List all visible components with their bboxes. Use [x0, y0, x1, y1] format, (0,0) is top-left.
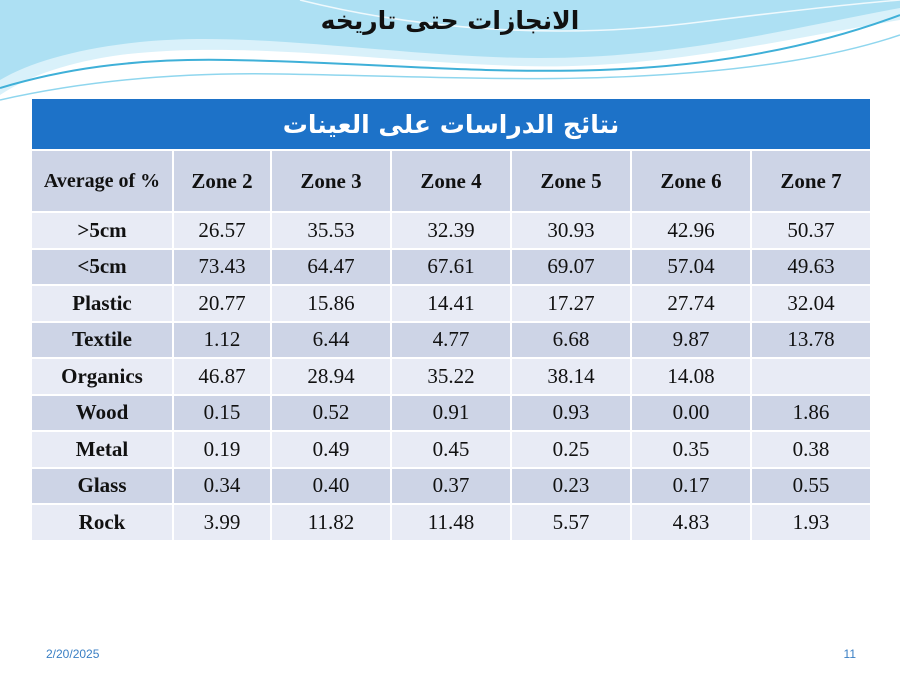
table-cell: 57.04 [631, 249, 751, 286]
table-cell: 69.07 [511, 249, 631, 286]
table-row [31, 322, 871, 359]
table-cell: 0.34 [173, 468, 271, 505]
table-cell: 35.22 [391, 358, 511, 395]
table-cell: 46.87 [173, 358, 271, 395]
table-cell: 14.41 [391, 285, 511, 322]
table-cell: 0.23 [511, 468, 631, 505]
row-label: Metal [31, 431, 173, 468]
table-cell: 0.38 [751, 431, 871, 468]
table-header-row [31, 150, 871, 212]
table-row [31, 431, 871, 468]
row-label: Glass [31, 468, 173, 505]
table-cell: 0.52 [271, 395, 391, 432]
slide-date: 2/20/2025 [46, 647, 100, 661]
table-row [31, 395, 871, 432]
table-cell: 6.44 [271, 322, 391, 359]
table-cell: 17.27 [511, 285, 631, 322]
table-cell: 73.43 [173, 249, 271, 286]
table-cell: 6.68 [511, 322, 631, 359]
table-row [31, 249, 871, 286]
table-cell: 13.78 [751, 322, 871, 359]
table-row [31, 212, 871, 249]
row-label: Plastic [31, 285, 173, 322]
table-cell: 42.96 [631, 212, 751, 249]
table-cell: 64.47 [271, 249, 391, 286]
table-cell: 5.57 [511, 504, 631, 541]
table-cell: 32.04 [751, 285, 871, 322]
table-cell: 20.77 [173, 285, 271, 322]
table-cell: 0.55 [751, 468, 871, 505]
table-cell: 0.15 [173, 395, 271, 432]
table-row [31, 468, 871, 505]
results-table [30, 97, 872, 542]
table-caption: نتائج الدراسات على العينات [31, 98, 871, 150]
table-cell: 35.53 [271, 212, 391, 249]
table-cell: 50.37 [751, 212, 871, 249]
table-cell: 0.45 [391, 431, 511, 468]
table-cell: 32.39 [391, 212, 511, 249]
table-cell: 26.57 [173, 212, 271, 249]
slide-title: الانجازات حتى تاريخه [320, 6, 580, 35]
table-cell: 4.77 [391, 322, 511, 359]
table-cell: 0.19 [173, 431, 271, 468]
table-cell: 0.93 [511, 395, 631, 432]
table-cell [751, 358, 871, 395]
row-label: Wood [31, 395, 173, 432]
slide-page-number: 11 [843, 647, 856, 661]
column-header-zone: Zone 6 [631, 150, 751, 212]
table-cell: 11.48 [391, 504, 511, 541]
row-label: >5cm [31, 212, 173, 249]
table-cell: 9.87 [631, 322, 751, 359]
table-cell: 28.94 [271, 358, 391, 395]
table-row [31, 358, 871, 395]
table-cell: 27.74 [631, 285, 751, 322]
row-label: <5cm [31, 249, 173, 286]
table-cell: 14.08 [631, 358, 751, 395]
table-cell: 0.00 [631, 395, 751, 432]
table-cell: 30.93 [511, 212, 631, 249]
table-cell: 4.83 [631, 504, 751, 541]
table-cell: 0.40 [271, 468, 391, 505]
table-cell: 1.86 [751, 395, 871, 432]
table-cell: 38.14 [511, 358, 631, 395]
row-label: Rock [31, 504, 173, 541]
table-cell: 15.86 [271, 285, 391, 322]
table-row [31, 504, 871, 541]
table-cell: 0.37 [391, 468, 511, 505]
table-cell: 1.93 [751, 504, 871, 541]
table-cell: 11.82 [271, 504, 391, 541]
table-body [31, 212, 871, 541]
table-cell: 0.17 [631, 468, 751, 505]
table-cell: 1.12 [173, 322, 271, 359]
table-cell: 0.91 [391, 395, 511, 432]
table-cell: 49.63 [751, 249, 871, 286]
column-header-metric: Average of % [31, 150, 173, 212]
table-cell: 3.99 [173, 504, 271, 541]
column-header-zone: Zone 4 [391, 150, 511, 212]
table-cell: 0.25 [511, 431, 631, 468]
column-header-zone: Zone 7 [751, 150, 871, 212]
row-label: Organics [31, 358, 173, 395]
row-label: Textile [31, 322, 173, 359]
table-cell: 0.35 [631, 431, 751, 468]
column-header-zone: Zone 5 [511, 150, 631, 212]
table-row [31, 285, 871, 322]
column-header-zone: Zone 2 [173, 150, 271, 212]
column-header-zone: Zone 3 [271, 150, 391, 212]
table-cell: 0.49 [271, 431, 391, 468]
table-cell: 67.61 [391, 249, 511, 286]
